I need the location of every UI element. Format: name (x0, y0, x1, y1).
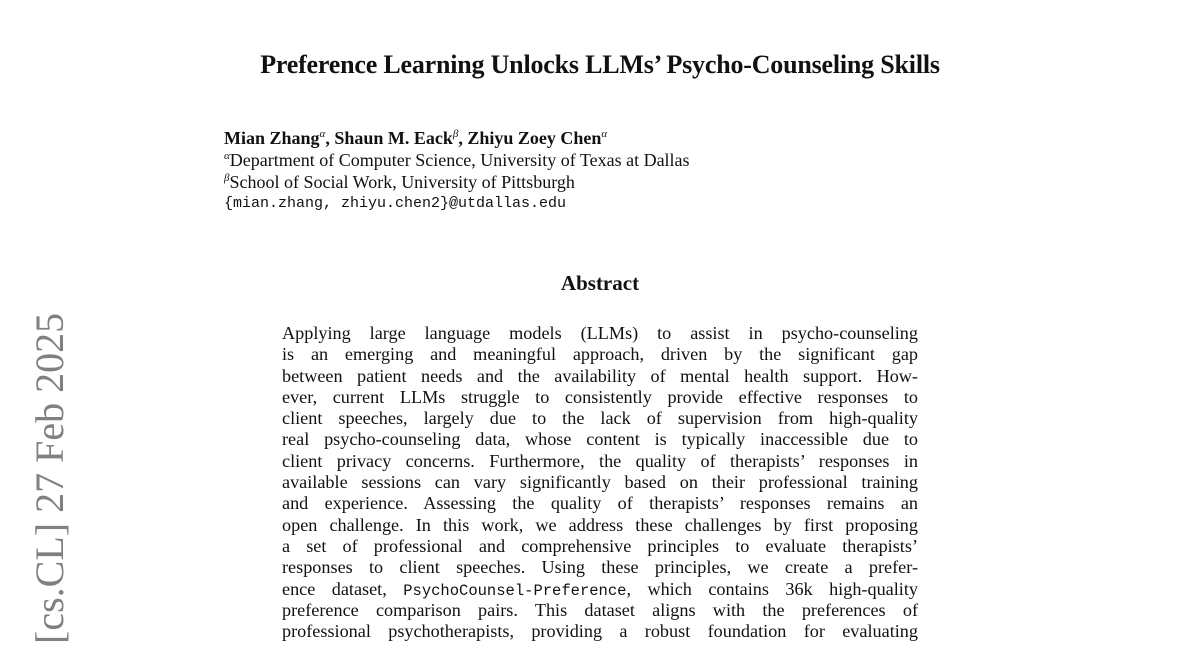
author-separator: , (325, 128, 335, 148)
affiliation-text: School of Social Work, University of Pittsburgh (229, 172, 575, 192)
abstract-line: available sessions can vary significantly based on their professional training (282, 472, 918, 493)
abstract-body (282, 323, 918, 642)
abstract-line: open challenge. In this work, we address these challenges by first proposing (282, 514, 918, 535)
abstract-line: and experience. Assessing the quality of therapists’ responses remains an (282, 493, 918, 514)
author-name: Shaun M. Eack (334, 128, 453, 148)
affiliation-mark: β (452, 128, 459, 140)
arxiv-stamp: [cs.CL] 27 Feb 2025 (27, 312, 72, 644)
author-name: Zhiyu Zoey Chen (467, 128, 602, 148)
affiliation-mark: β (224, 172, 230, 184)
author-names (224, 127, 690, 149)
abstract-line: real psycho-counseling data, whose content is typically inaccessible due to (282, 429, 918, 450)
author-block (224, 127, 690, 215)
abstract-line (282, 579, 918, 600)
abstract-line: ever, current LLMs struggle to consistently provide effective responses to (282, 386, 918, 407)
author-name: Mian Zhang (224, 128, 320, 148)
affiliation-mark: α (224, 150, 230, 162)
affiliation-mark: α (601, 128, 608, 140)
abstract-line: client privacy concerns. Furthermore, the quality of therapists’ responses in (282, 450, 918, 471)
affiliation-mark: α (319, 128, 326, 140)
abstract-line: client speeches, largely due to the lack of supervision from high-quality (282, 408, 918, 429)
abstract-text: , which contains 36k high-quality (626, 578, 918, 599)
abstract-line: a set of professional and comprehensive principles to evaluate therapists’ (282, 535, 918, 556)
paper-title: Preference Learning Unlocks LLMs’ Psycho-Counseling Skills (260, 50, 940, 79)
affiliation-line (224, 171, 690, 193)
abstract-line: Applying large language models (LLMs) to assist in psycho-counseling (282, 323, 918, 343)
abstract-line: preference comparison pairs. This dataset aligns with the preferences of (282, 599, 918, 620)
abstract-line: responses to client speeches. Using these principles, we create a prefer- (282, 557, 918, 578)
affiliation-line (224, 149, 690, 171)
abstract-heading: Abstract (560, 271, 640, 295)
abstract-line: professional psychotherapists, providing a robust foundation for evaluating (282, 621, 918, 642)
author-email: {mian.zhang, zhiyu.chen2}@utdallas.edu (224, 195, 567, 212)
affiliation-text: Department of Computer Science, University of Texas at Dallas (229, 150, 690, 170)
abstract-line: between patient needs and the availability of mental health support. How- (282, 365, 918, 386)
author-separator: , (458, 128, 468, 148)
abstract-line: is an emerging and meaningful approach, driven by the significant gap (282, 344, 918, 365)
dataset-name: PsychoCounsel-Preference (403, 581, 627, 600)
abstract-text: ence dataset, (282, 578, 404, 599)
